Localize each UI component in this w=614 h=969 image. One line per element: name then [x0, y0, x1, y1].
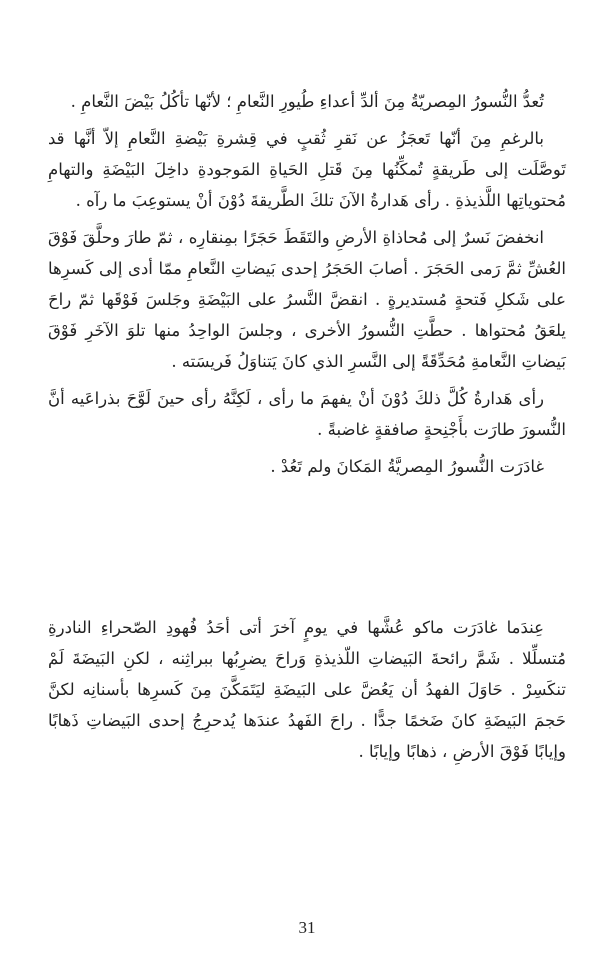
paragraph: رأى هَدارةُ كُلَّ ذلكَ دُوْنَ أنْ يفهمَ ما رأى ، لَكِنَّهُ رأى حينَ لَوَّحَ بذراعَيه أنَّ النُّسورَ طارَت بأَجْنِحةٍ صافقةٍ غاضبةً .: [48, 389, 566, 439]
paragraph: تُعدُّ النُّسورُ المِصريّةُ مِنَ ألدِّ أعداءِ طُيورِ النَّعامِ ؛ لأنّها تأكُلُ بَيْضَ النَّعامِ .: [70, 92, 544, 111]
story-section-2: [48, 612, 566, 773]
paragraph: بالرغمِ مِنَ أنّها تَعجَزُ عن نَقرِ ثُقبٍ في قِشرةِ بَيْضةِ النَّعامِ إلاّ أنَّها قد تَوصَّلَت إلى طَريقةٍ تُمكِّنُها مِنَ قَتلِ الحَياةِ المَوجودةِ داخِلَ البَيْضَةِ والتهامِ مُحتوياتِها اللَّذيذةِ . رأى هَدارةُ الآنَ تلكَ الطَّريقةَ دُوْنَ أنْ يستوعِبَ ما رآه .: [48, 129, 566, 210]
paragraph: انخفضَ نَسرٌ إلى مُحاذاةِ الأرضِ والتَقَطَ حَجَرًا بمِنقارِه ، ثمّ طارَ وحلَّقَ فَوْقَ العُشِّ ثمَّ رَمى الحَجَرَ . أصابَ الحَجَرُ إحدى بَيضاتِ النَّعامِ ممّا أدى إلى كَسرِها على شَكلِ فَتحةٍ مُستديرةٍ . انقضَّ النَّسرُ على البَيْضَةِ وجَلسَ فَوْقَها ثمّ راحَ يلعَقُ مُحتواها . حطَّتِ النُّسورُ الأخرى ، وجلسَ الواحِدُ منها تلوَ الآخَرِ فَوْقَ بَيضاتِ النَّعامةِ مُحَدِّقَةً إلى النَّسرِ الذي كانَ يَتناوَلُ فَريسَته .: [48, 228, 566, 371]
page-number: 31: [298, 918, 316, 937]
story-section-1: [48, 86, 566, 488]
paragraph: عِندَما غادَرَت ماكو عُشَّها في يومٍ آخرَ أتى أحَدُ فُهودِ الصّحراءِ النادرةِ مُتسلِّلا . شَمَّ رائحةَ البَيضاتِ اللّذيذةِ وَراحَ يضرِبُها ببراثِنه ، لكنِ البَيضَةَ لَمْ تنكَسِرْ . حَاوَلَ الفهدُ أن يَعُضَّ على البَيضَةِ ليَتَمَكَّنَ مِنَ كَسرِها بأسنانِه لكنَّ حَجمَ البَيضَةِ كانَ ضَخمًا جدًّا . راحَ الفَهدُ عندَها يُدحرِجُ إحدى البَيضاتِ ذَهابًا وإيابًا فَوْقَ الأرضِ ، ذهابًا وإيابًا .: [48, 618, 566, 761]
paragraph: غادَرَت النُّسورُ المِصريَّةُ المَكانَ ولم تَعُدْ .: [270, 457, 544, 476]
